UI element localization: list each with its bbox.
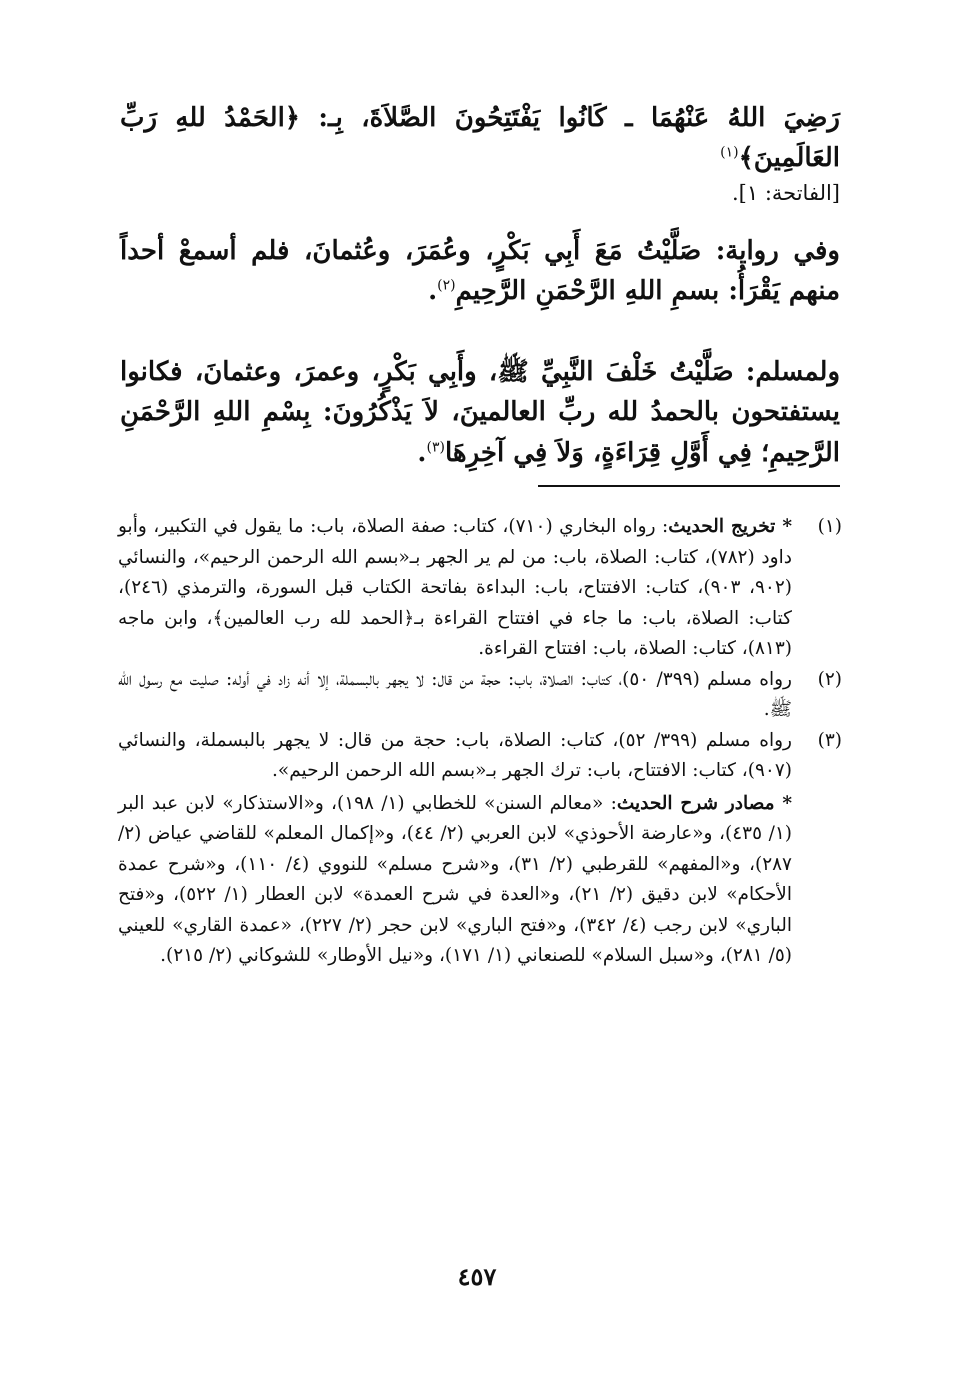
- main-paragraph-2: [120, 231, 840, 312]
- footnote-text-group: [118, 726, 792, 972]
- footnote-body: رواه مسلم (٣٩٩/ ٥٠)، كتاب: الصلاة، باب: حجة من قال: لا يجهر بالبسملة، إلا أنه زاد في أوله: صليت مع رسول الله ﷺ.: [118, 668, 792, 721]
- sources-label: * مصادر شرح الحديث: [616, 792, 792, 814]
- main-paragraph-1: [120, 98, 840, 208]
- footnotes-section: [118, 512, 842, 972]
- footnote-3: [118, 726, 842, 972]
- paragraph-2-text: وفي رواية: صَلَّيْتُ مَعَ أَبِي بَكْرٍ، وعُمَرَ، وعُثمانَ، فلم أسمعْ أحداً منهم يَقْرَأُ: بسمِ اللهِ الرَّحْمَنِ الرَّحِيمِ: [120, 236, 840, 307]
- footnote-2: [118, 665, 842, 726]
- footnote-separator: [538, 485, 840, 487]
- footnote-ref-1: (١): [720, 144, 739, 161]
- footnote-ref-2: (٢): [437, 277, 456, 294]
- paragraph-3-end: .: [417, 437, 427, 468]
- footnote-1: [118, 512, 842, 665]
- footnote-number: (٣): [817, 729, 842, 751]
- page-number: ٤٥٧: [457, 1262, 497, 1291]
- footnote-body: رواه مسلم (٣٩٩/ ٥٢)، كتاب: الصلاة، باب: حجة من قال: لا يجهر بالبسملة، والنسائي (٩٠٧)، كتاب: الافتتاح، باب: ترك الجهر بـ«بسم الله الرحمن الرحيم».: [118, 729, 792, 782]
- footnote-label: * تخريج الحديث: [668, 516, 792, 537]
- paragraph-1-text: رَضِيَ اللهُ عَنْهُمَا ـ كَانُوا يَفْتَتِحُونَ الصَّلاَةَ، بِـ: ﴿الحَمْدُ للهِ رَبِّ العَالَمِينَ﴾: [120, 103, 840, 174]
- footnote-ref-3: (٣): [426, 438, 445, 455]
- footnote-number: (٢): [817, 668, 842, 690]
- sources-body: : «معالم السنن» للخطابي (١/ ١٩٨)، و«الاستذكار» لابن عبد البر (١/ ٤٣٥)، و«عارضة الأحوذي» لابن العربي (٢/ ٤٤)، و«إكمال المعلم» للقاضي عياض (٢/ ٢٨٧)، و«المفهم» للقرطبي (٢/ ٣١)، و«شرح مسلم» للنووي (٤/ ١١٠)، و«شرح عمدة الأحكام» لابن دقيق (٢/ ٢١)، و«العدة في شرح العمدة» لابن العطار (١/ ٥٢٢)، و«فتح الباري» لابن رجب (٤/ ٣٤٢)، و«فتح الباري» لابن حجر (٢/ ٢٢٧)، «عمدة القاري» للعيني (٥/ ٢٨١)، و«سبل السلام» للصنعاني (١/ ١٧١)، و«نيل الأوطار» للشوكاني (٢/ ٢١٥).: [118, 792, 793, 967]
- footnote-text: [118, 512, 792, 665]
- paragraph-2-end: .: [428, 276, 438, 307]
- paragraph-3-text: ولمسلم: صَلَّيْتُ خَلْفَ النَّبِيِّ ﷺ، وأَبِي بَكْرٍ، وعمرَ، وعثمانَ، فكانوا يستفتحون بالحمدُ لله ربِّ العالمينَ، لاَ يَذْكُرُونَ: بِسْمِ اللهِ الرَّحْمَنِ الرَّحِيمِ؛ فِي أَوَّلِ قِرَاءَةٍ، وَلاَ فِي آخِرِهَا: [120, 357, 840, 468]
- footnote-body: : رواه البخاري (٧١٠)، كتاب: صفة الصلاة، باب: ما يقول في التكبير، وأبو داود (٧٨٢)، كتاب: الصلاة، باب: من لم ير الجهر بـ«بسم الله الرحمن الرحيم»، والنسائي (٩٠٢، ٩٠٣)، كتاب: الافتتاح، باب: البداءة بفاتحة الكتاب قبل السورة، والترمذي (٢٤٦)، كتاب: الصلاة، باب: ما جاء في افتتاح القراءة بـ﴿الحمد لله رب العالمين﴾، وابن ماجه (٨١٣)، كتاب: الصلاة، باب: افتتاح القراءة.: [118, 516, 792, 660]
- footnote-number: (١): [817, 516, 842, 537]
- main-paragraph-3: [120, 352, 840, 473]
- surah-reference: [الفاتحة: ١].: [731, 180, 840, 205]
- sources-block: [118, 789, 792, 972]
